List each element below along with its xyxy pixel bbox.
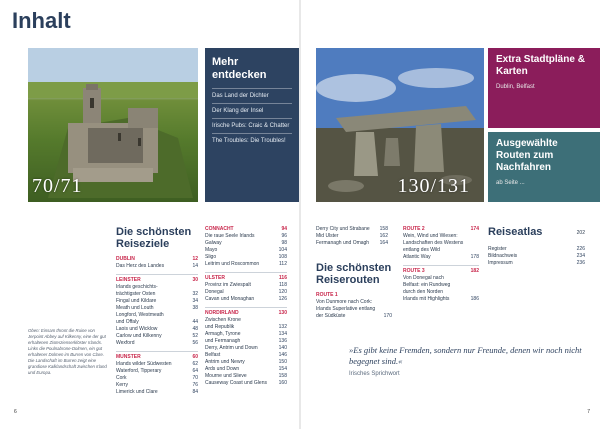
toc-label: Sligo [205, 254, 217, 260]
toc-label: Carlow und Kilkenny [116, 333, 162, 339]
toc-label: Irlands Superlative entlang [316, 306, 376, 312]
toc-label: Mid Ulster [316, 233, 339, 239]
toc-label: Wein, Wind und Wiesen: [403, 233, 458, 239]
toc-heading[interactable] [116, 274, 198, 284]
toc-entry[interactable] [205, 289, 287, 296]
toc-label: Irlands wilder Südwesten [116, 361, 172, 367]
toc-heading[interactable] [205, 226, 287, 233]
left-page [0, 0, 299, 429]
toc-page-number: 76 [192, 382, 198, 388]
quote-source: Irisches Sprichwort [349, 371, 400, 377]
page-number-left: 6 [14, 409, 17, 415]
toc-label: Donegal [205, 289, 224, 295]
toc-page-number: 174 [470, 226, 479, 232]
toc-heading[interactable] [205, 307, 287, 317]
toc-heading[interactable] [116, 256, 198, 263]
toc-heading[interactable] [205, 272, 287, 282]
toc-entry[interactable] [403, 254, 479, 261]
toc-label: Laois und Wicklow [116, 326, 158, 332]
stadtplaene-box [488, 48, 600, 128]
toc-label: trächtigster Osten [116, 291, 156, 297]
toc-page-number: 34 [192, 298, 198, 304]
toc-label: Bildnachweis [488, 253, 518, 259]
reiserouten-column-2 [403, 226, 479, 303]
page-number-right: 7 [587, 409, 590, 415]
toc-entry[interactable] [205, 254, 287, 261]
toc-entry[interactable] [205, 352, 287, 359]
toc-label: Longford, Westmeath [116, 312, 164, 318]
toc-label: DUBLIN [116, 256, 135, 262]
right-page [301, 0, 600, 429]
toc-label: Antrim und Newry [205, 359, 245, 365]
toc-page-number: 118 [279, 282, 287, 288]
toc-page-number: 108 [278, 254, 287, 260]
toc-page-number: 14 [192, 263, 198, 269]
toc-page-number: 94 [281, 226, 287, 232]
toc-entry[interactable] [403, 233, 479, 240]
toc-page-number: 226 [576, 246, 585, 252]
toc-label: Landschaften des Westens [403, 240, 464, 246]
reiserouten-column-1 [316, 292, 392, 320]
toc-label: und Republik [205, 324, 235, 330]
toc-entry[interactable] [116, 284, 198, 291]
toc-page-number: 182 [470, 268, 479, 274]
toc-entry[interactable] [403, 247, 479, 254]
toc-page-number: 38 [192, 305, 198, 311]
toc-page-number: 146 [278, 352, 287, 358]
toc-entry[interactable] [205, 331, 287, 338]
toc-page-number: 96 [281, 233, 287, 239]
toc-entry[interactable] [403, 289, 479, 296]
toc-page-number: 32 [192, 291, 198, 297]
box-item[interactable]: Das Land der Dichter [212, 88, 292, 103]
page-reference-number: 130/131 [397, 175, 470, 197]
toc-page-number: 104 [278, 247, 287, 253]
quote-text: »Es gibt keine Fremden, sondern nur Freunde, denen wir noch nicht begegnet sind.« [349, 345, 582, 366]
toc-page-number: 56 [192, 340, 198, 346]
toc-label: Von Donegal nach [403, 275, 444, 281]
toc-heading[interactable] [403, 226, 479, 233]
toc-page-number: 70 [192, 375, 198, 381]
toc-label: Die raue Seele Irlands [205, 233, 255, 239]
toc-entry[interactable] [116, 333, 198, 340]
routen-box [488, 132, 600, 202]
toc-entry[interactable] [316, 240, 388, 247]
toc-label: Causeway Coast und Glens [205, 380, 267, 386]
toc-label: Cavan und Monaghan [205, 296, 255, 302]
toc-page-number: 154 [278, 366, 287, 372]
toc-entry[interactable] [205, 359, 287, 366]
toc-entry[interactable] [116, 340, 198, 347]
box-heading: Ausgewählte Routen zum Nachfahren [496, 138, 558, 173]
toc-label: ROUTE 2 [403, 226, 425, 232]
toc-page-number: 150 [278, 359, 287, 365]
toc-page-number: 160 [278, 380, 287, 386]
toc-entry[interactable] [488, 253, 585, 260]
toc-entry[interactable] [205, 324, 287, 331]
abbey-ruin-photo [28, 48, 198, 202]
toc-entry[interactable] [205, 366, 287, 373]
toc-entry[interactable] [116, 326, 198, 333]
toc-page-number: 112 [279, 261, 287, 267]
toc-entry[interactable] [403, 275, 479, 282]
toc-label: entlang des Wild [403, 247, 440, 253]
toc-entry[interactable] [116, 291, 198, 298]
toc-page-number: 98 [281, 240, 287, 246]
reiseziele-title: Die schönsten Reiseziele [116, 226, 192, 250]
toc-label: Zwischen Krone [205, 317, 241, 323]
toc-entry[interactable] [205, 261, 287, 268]
toc-entry[interactable] [116, 305, 198, 312]
toc-page-number: 48 [192, 326, 198, 332]
toc-page-number: 116 [278, 275, 287, 281]
toc-entry[interactable] [403, 282, 479, 289]
toc-entry[interactable] [116, 368, 198, 375]
reiseziele-column-1 [116, 256, 198, 396]
toc-label: Provinz im Zwiespalt [205, 282, 251, 288]
page-reference-number: 70/71 [32, 175, 83, 197]
toc-label: Leitrim und Roscommon [205, 261, 260, 267]
toc-label: NORDIRLAND [205, 310, 239, 316]
reiserouten-title: Die schönsten Reiserouten [316, 262, 392, 286]
toc-label: ROUTE 1 [316, 292, 338, 298]
toc-page-number: 140 [278, 345, 287, 351]
toc-label: Limerick und Clare [116, 389, 158, 395]
box-item[interactable]: Irische Pubs: Craic & Chatter [212, 118, 292, 133]
toc-page-number: 60 [192, 354, 198, 360]
toc-label: Belfast: ein Rundweg [403, 282, 451, 288]
toc-label: ROUTE 3 [403, 268, 425, 274]
toc-label: Mayo [205, 247, 218, 253]
box-heading: Mehr entdecken [212, 56, 267, 81]
toc-label: Das Herz des Landes [116, 263, 165, 269]
toc-page-number: 84 [192, 389, 198, 395]
toc-page-number: 64 [192, 368, 198, 374]
toc-label: Derry, Antrim und Down [205, 345, 258, 351]
toc-label: Irlands mit Highlights [403, 296, 450, 302]
page-title: Inhalt [12, 8, 71, 33]
toc-page-number: 158 [379, 226, 388, 232]
toc-page-number: 130 [278, 310, 287, 316]
toc-page-number: 52 [192, 333, 198, 339]
toc-entry[interactable] [205, 380, 287, 387]
toc-page-number: 158 [278, 373, 287, 379]
toc-entry[interactable] [316, 233, 388, 240]
toc-entry[interactable] [316, 313, 392, 320]
reiseatlas-title: Reiseatlas [488, 226, 543, 238]
toc-entry[interactable] [205, 373, 287, 380]
toc-entry[interactable] [205, 247, 287, 254]
toc-label: Impressum [488, 260, 513, 266]
toc-entry[interactable] [403, 296, 479, 303]
toc-page-number: 136 [278, 338, 287, 344]
toc-page-number: 178 [470, 254, 479, 260]
toc-page-number: 120 [278, 289, 287, 295]
toc-label: Meath und Louth [116, 305, 154, 311]
toc-label: Kerry [116, 382, 128, 388]
toc-entry[interactable] [403, 240, 479, 247]
toc-page-number: 234 [576, 253, 585, 259]
toc-label: durch den Norden [403, 289, 444, 295]
toc-page-number: 44 [192, 319, 198, 325]
toc-label: Galway [205, 240, 222, 246]
toc-entry[interactable] [205, 338, 287, 345]
toc-entry[interactable] [116, 319, 198, 326]
toc-entry[interactable] [116, 298, 198, 305]
toc-page-number: 62 [192, 361, 198, 367]
toc-label: MUNSTER [116, 354, 141, 360]
toc-page-number: 170 [383, 313, 392, 319]
toc-heading[interactable] [403, 265, 479, 275]
toc-page-number: 186 [470, 296, 479, 302]
top-toc-list [316, 226, 388, 247]
toc-page-number: 134 [278, 331, 287, 337]
mehr-entdecken-box [205, 48, 299, 202]
toc-entry[interactable] [116, 312, 198, 319]
reiseziele-column-2 [205, 226, 287, 387]
toc-label: Fingal und Kildare [116, 298, 157, 304]
box-item[interactable]: The Troubles: Die Troubles! [212, 133, 292, 148]
toc-label: Wexford [116, 340, 135, 346]
toc-heading[interactable] [316, 292, 392, 299]
toc-label: ULSTER [205, 275, 225, 281]
toc-label: Fermanagh und Omagh [316, 240, 370, 246]
toc-entry[interactable] [205, 240, 287, 247]
toc-label: der Südküste [316, 313, 346, 319]
toc-label: Cork [116, 375, 127, 381]
dolmen-photo [316, 48, 484, 202]
toc-label: und Fermanagh [205, 338, 241, 344]
toc-label: CONNACHT [205, 226, 234, 232]
toc-page-number: 30 [192, 277, 198, 283]
toc-label: Mourne und Slieve [205, 373, 247, 379]
toc-entry[interactable] [488, 260, 585, 267]
reiseatlas-list [488, 246, 585, 267]
toc-entry[interactable] [316, 306, 392, 313]
toc-entry[interactable] [205, 345, 287, 352]
toc-page-number: 126 [278, 296, 287, 302]
toc-label: Belfast [205, 352, 221, 358]
toc-entry[interactable] [116, 389, 198, 396]
toc-label: Derry City und Strabane [316, 226, 370, 232]
toc-entry[interactable] [116, 382, 198, 389]
toc-heading[interactable] [116, 351, 198, 361]
box-heading: Extra Stadtpläne & Karten [496, 54, 585, 77]
box-item[interactable]: Der Klang der Insel [212, 103, 292, 118]
toc-label: Atlantic Way [403, 254, 431, 260]
toc-page-number: 236 [576, 260, 585, 266]
toc-entry[interactable] [205, 282, 287, 289]
toc-label: Ards und Down [205, 366, 240, 372]
box-text: ab Seite ... [496, 180, 525, 186]
toc-page-number: 12 [192, 256, 198, 262]
box-text: Dublin, Belfast [496, 84, 535, 90]
reiseatlas-page: 202 [576, 230, 585, 236]
toc-page-number: 162 [379, 233, 388, 239]
toc-label: Von Dunmore nach Cork: [316, 299, 373, 305]
toc-label: Armagh, Tyrone [205, 331, 241, 337]
toc-page-number: 132 [278, 324, 287, 330]
toc-entry[interactable] [116, 361, 198, 368]
toc-label: Waterford, Tipperary [116, 368, 162, 374]
toc-entry[interactable] [205, 296, 287, 303]
toc-label: LEINSTER [116, 277, 141, 283]
toc-entry[interactable] [316, 299, 392, 306]
toc-entry[interactable] [316, 226, 388, 233]
toc-entry[interactable] [205, 233, 287, 240]
toc-entry[interactable] [116, 375, 198, 382]
photo-caption: Oben: Einsam thront die Ruine von Jerpoint Abbey auf Kilkenny, eine der gut erhaltenen Zisterzienserklöster Irlands. Links die Poulnabrone-Dolmen, ein gut erhaltener Dolmen im Burren von Clare. Die Landschaft im Burren zeigt eine grandiose Kalklandschaft zwischen Irland und Europa. [28, 328, 107, 375]
toc-label: und Offaly [116, 319, 139, 325]
toc-entry[interactable] [205, 317, 287, 324]
toc-entry[interactable] [116, 263, 198, 270]
toc-label: Irlands geschichts- [116, 284, 158, 290]
toc-entry[interactable] [488, 246, 585, 253]
toc-label: Register [488, 246, 507, 252]
toc-page-number: 164 [379, 240, 388, 246]
